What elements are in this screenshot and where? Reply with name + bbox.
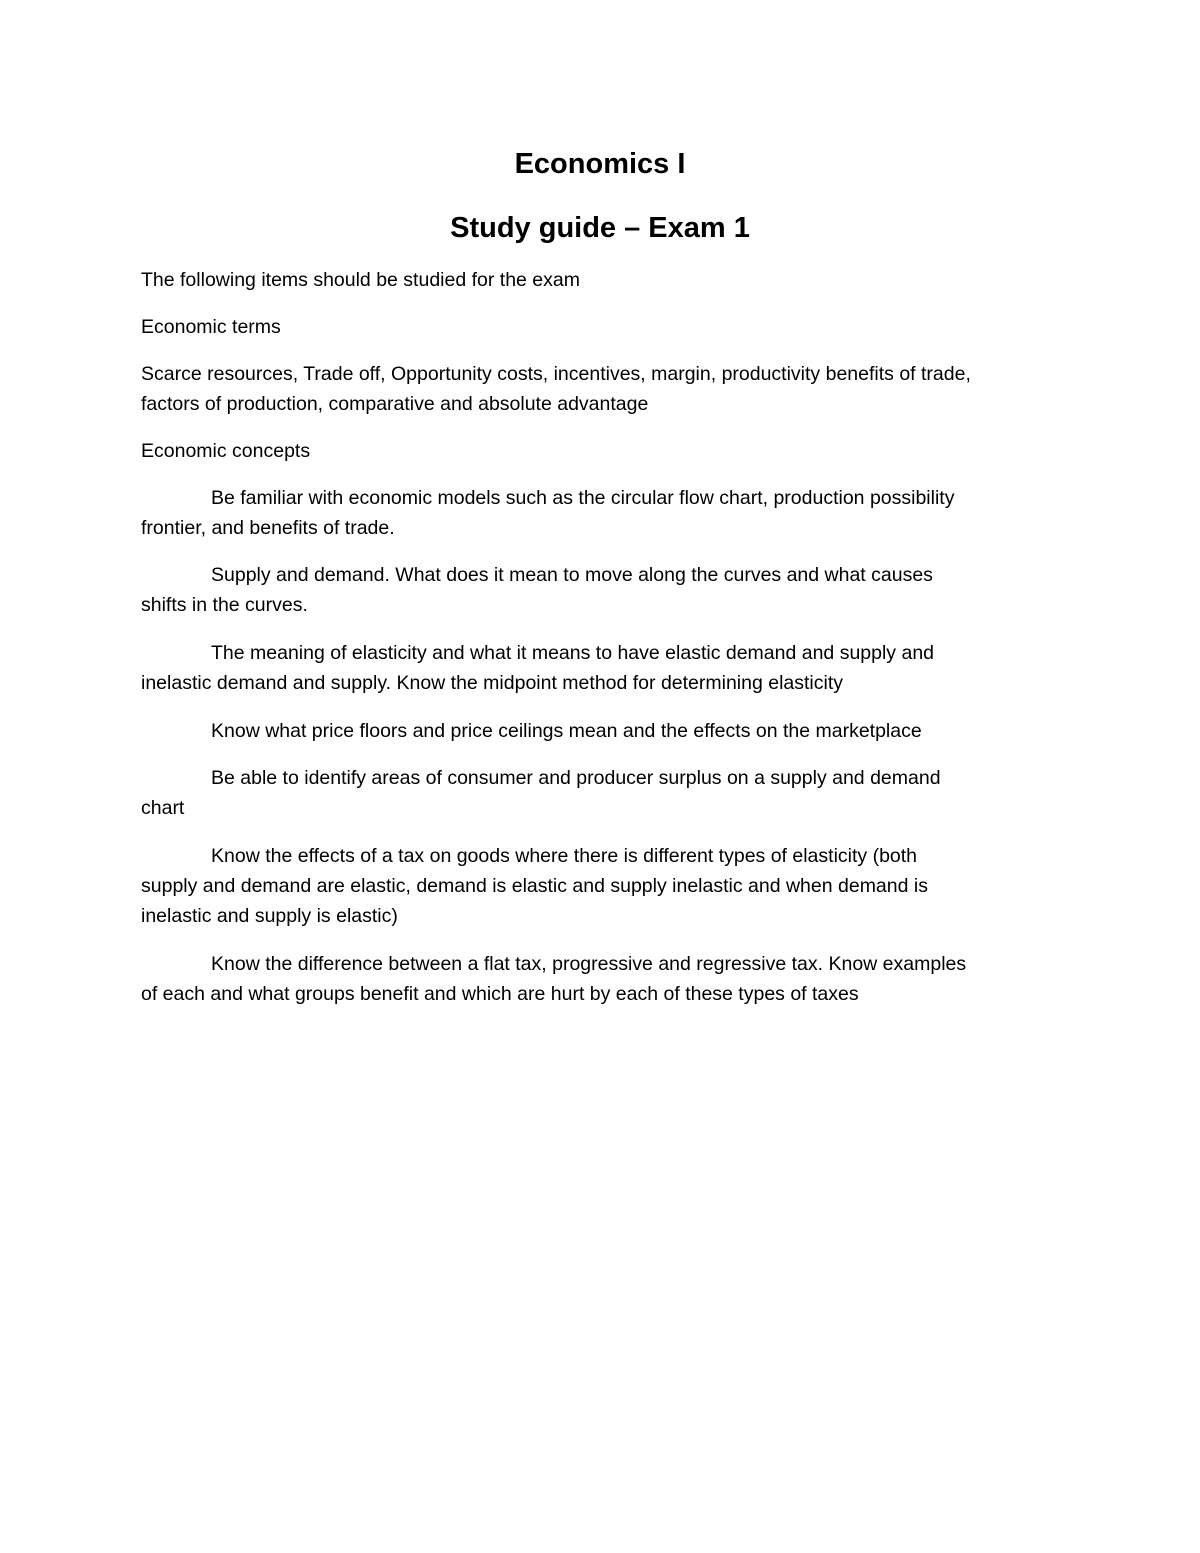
concept-line: Know the difference between a flat tax, progressive and regressive tax. Know examples bbox=[211, 953, 967, 975]
terms-heading: Economic terms bbox=[141, 316, 281, 338]
concept-line: Know the effects of a tax on goods where there is different types of elasticity (both bbox=[211, 845, 918, 867]
concept-line: The meaning of elasticity and what it means to have elastic demand and supply and bbox=[211, 642, 935, 664]
concept-line: inelastic and supply is elastic) bbox=[141, 905, 398, 927]
document-title: Economics I bbox=[514, 148, 686, 180]
concept-line: Be able to identify areas of consumer and producer surplus on a supply and demand bbox=[211, 767, 941, 789]
concept-line: frontier, and benefits of trade. bbox=[141, 517, 395, 539]
concept-line: of each and what groups benefit and which are hurt by each of these types of taxes bbox=[141, 983, 859, 1005]
concepts-heading: Economic concepts bbox=[141, 440, 311, 462]
concept-line: Supply and demand. What does it mean to move along the curves and what causes bbox=[211, 564, 933, 586]
concept-line: inelastic demand and supply. Know the midpoint method for determining elasticity bbox=[141, 672, 844, 694]
terms-line: Scarce resources, Trade off, Opportunity costs, incentives, margin, productivity benefits of trade, bbox=[141, 363, 971, 385]
concept-line: Know what price floors and price ceilings mean and the effects on the marketplace bbox=[211, 720, 922, 742]
intro-text: The following items should be studied for the exam bbox=[141, 269, 580, 291]
concept-line: shifts in the curves. bbox=[141, 594, 308, 616]
document-subtitle: Study guide – Exam 1 bbox=[450, 212, 750, 244]
concept-line: chart bbox=[141, 797, 185, 819]
terms-line: factors of production, comparative and absolute advantage bbox=[141, 393, 649, 415]
concept-line: Be familiar with economic models such as the circular flow chart, production possibility bbox=[211, 487, 955, 509]
concept-line: supply and demand are elastic, demand is elastic and supply inelastic and when demand is bbox=[141, 875, 928, 897]
